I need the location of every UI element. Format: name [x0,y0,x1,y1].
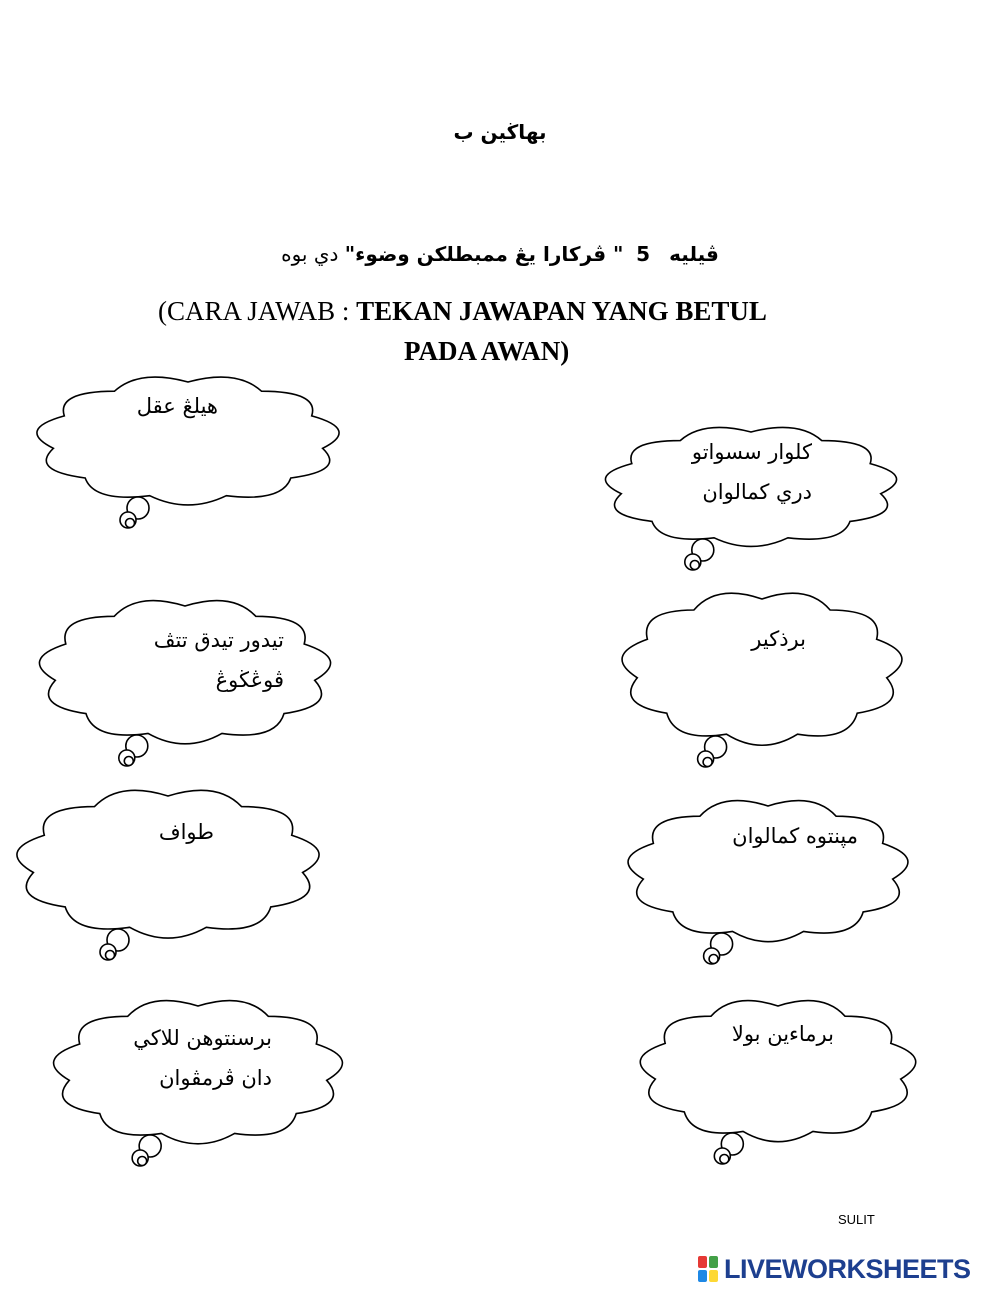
logo-block-1 [698,1256,707,1268]
logo-block-2 [709,1256,718,1268]
liveworksheets-brand[interactable] [698,1254,971,1284]
instruction-bold-2: PADA AWAN) [404,336,570,366]
thought-bubble-3 [106,951,115,960]
instruction-line-1 [158,296,767,327]
cloud-text-3[interactable]: تيدور تيدق تتڤ ڤوڠڬوڠ [153,628,284,692]
thought-bubble-3 [720,1155,729,1164]
instruction-open: (CARA JAWAB : [158,296,357,326]
answer-cloud-2[interactable] [606,418,896,588]
thought-bubble-3 [709,955,718,964]
brand-text: LIVEWORKSHEETS [724,1253,971,1284]
cloud-shape [622,585,902,785]
answer-cloud-6[interactable] [628,792,908,982]
exercise-number: 5 [636,242,651,266]
cloud-text-2[interactable]: كلوار سسواتو دري كمالوان [691,440,812,504]
sulit-label: SULIT [838,1212,875,1227]
liveworksheets-logo-icon [698,1256,720,1282]
answer-cloud-5[interactable] [18,782,318,978]
cloud-text-7[interactable]: برسنتوهن للاكي دان ڤرمڤوان [133,1026,272,1090]
cloud-outline [622,593,902,745]
instruction-bold-1: TEKAN JAWAPAN YANG BETUL [356,296,767,326]
exercise-suffix: دي بوه [281,242,339,266]
thought-bubble-3 [126,519,135,528]
answer-cloud-7[interactable] [54,992,342,1184]
cloud-text-4[interactable]: برذكير [751,627,806,651]
cloud-text-8[interactable]: برماءين بولا [731,1022,834,1046]
answer-cloud-3[interactable] [40,592,330,784]
answer-cloud-4[interactable] [622,585,902,785]
cloud-text-6[interactable]: مڽنتوه كمالوان [732,824,858,848]
cloud-text-5[interactable]: طواف [158,820,214,844]
cloud-text-1[interactable]: هيلڠ عقل [136,394,218,418]
section-title: بهاڬين ب [453,120,547,144]
instruction-line-2 [404,336,569,367]
logo-block-4 [709,1270,718,1282]
thought-bubble-3 [138,1157,147,1166]
exercise-prompt: " ڤركارا يڠ ممبطلکن وضوء" [344,242,624,266]
logo-block-3 [698,1270,707,1282]
answer-cloud-1[interactable] [38,368,338,546]
thought-bubble-3 [690,561,699,570]
exercise-label: ڤيليه [669,242,719,266]
thought-bubble-3 [124,757,133,766]
exercise-title [0,242,1000,266]
answer-cloud-8[interactable] [640,992,916,1182]
thought-bubble-3 [703,758,712,767]
